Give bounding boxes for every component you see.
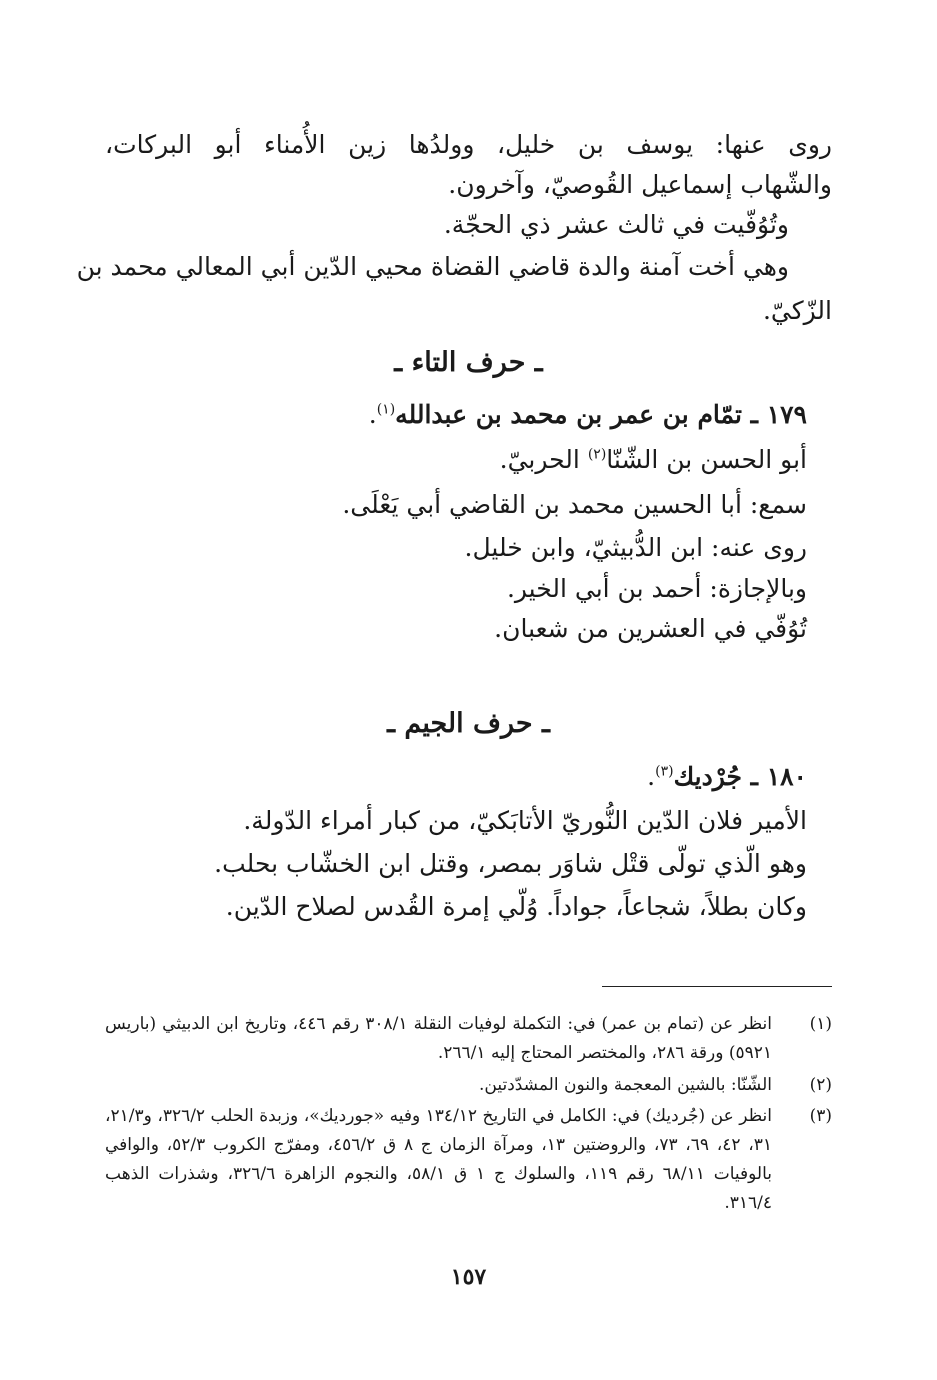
entry-179-kunya: أبو الحسن بن الشّنّا — [606, 445, 807, 474]
entry-180-line: وهو الّذي تولّى قتْل شاوَر بمصر، وقتل ابن الخشّاب بحلب. — [214, 849, 807, 878]
body-line: روى عنها: يوسف بن خليل، وولدُها زين الأُمناء أبو البركات، — [105, 130, 832, 159]
body-line: الزّكيّ. — [762, 296, 832, 325]
entry-179-tail: . — [368, 400, 377, 429]
entry-179-line: سمع: أبا الحسين محمد بن القاضي أبي يَعْلَى. — [342, 490, 807, 519]
body-line: وهي أخت آمنة والدة قاضي القضاة محيي الدّين أبي المعالي محمد بن — [76, 252, 789, 281]
footnote-text: الشّنّا: بالشين المعجمة والنون المشدّدتين. — [478, 1075, 772, 1095]
entry-179-line: تُوُفّي في العشرين من شعبان. — [494, 614, 807, 643]
entry-179-head: ١٧٩ ـ تمّام بن عمر بن محمد بن عبدالله — [395, 400, 807, 429]
footnote-3 — [105, 1102, 832, 1218]
footnote-ref-3: (٣) — [655, 763, 674, 780]
section-heading-taa: ـ حرف التاء ـ — [394, 347, 543, 378]
footnote-number: (٣) — [809, 1106, 832, 1126]
footnote-1 — [105, 1010, 832, 1068]
footnote-number: (١) — [809, 1014, 832, 1034]
footnote-separator — [602, 986, 832, 987]
entry-179-line: وبالإجازة: أحمد بن أبي الخير. — [506, 574, 807, 603]
footnote-number: (٢) — [809, 1075, 832, 1095]
entry-180-tail: . — [647, 762, 656, 791]
footnote-text: انظر عن (تمام بن عمر) في: التكملة لوفيات النقلة ٣٠٨/١ رقم ٤٤٦، وتاريخ ابن الدبيثي (باريس ٥٩٢١) ورقة ٢٨٦، والمختصر المحتاج إليه ٢٦٦/١. — [105, 1014, 772, 1063]
footnote-ref-1: (١) — [376, 401, 396, 418]
footnote-2 — [105, 1071, 832, 1100]
entry-180-line: الأمير فلان الدّين النُّوريّ الأتابَكيّ، من كبار أمراء الدّولة. — [243, 806, 807, 835]
entry-179-title — [369, 398, 807, 432]
entry-180-line: وكان بطلاً، شجاعاً، جواداً. وُلّي إمرة القُدس لصلاح الدّين. — [225, 892, 807, 921]
footnote-text: انظر عن (جُرديك) في: الكامل في التاريخ ١٣٤/١٢ وفيه «جورديك»، وزبدة الحلب ٣٢٦/٢، و٢١/٣، ٣١، ٤٢، ٦٩، ٧٣، والروضتين ١٣، ومرآة الزمان ج ٨ ق ٤٥٦/٢، ومفرّج الكروب ٥٢/٣، والوافي بالوفيات ٦٨/١١ رقم ١١٩، والسلوك ج ١ ق ٥٨/١، والنجوم الزاهرة ٣٢٦/٦، وشذرات الذهب ٣١٦/٤. — [105, 1106, 773, 1213]
entry-179-line — [500, 443, 807, 477]
entry-179-nisba: الحربيّ. — [499, 445, 588, 474]
entry-180-title — [647, 760, 807, 794]
entry-180-head: ١٨٠ ـ جُرْديك — [673, 762, 807, 791]
section-heading-jeem: ـ حرف الجيم ـ — [387, 708, 550, 739]
body-line: وتُوُفّيت في ثالث عشر ذي الحجّة. — [443, 210, 789, 239]
footnote-ref-2: (٢) — [587, 446, 607, 463]
page-number: ١٥٧ — [450, 1264, 487, 1290]
entry-179-line: روى عنه: ابن الدُّبيثيّ، وابن خليل. — [464, 533, 807, 562]
body-line: والشّهاب إسماعيل القُوصيّ، وآخرون. — [448, 170, 832, 199]
